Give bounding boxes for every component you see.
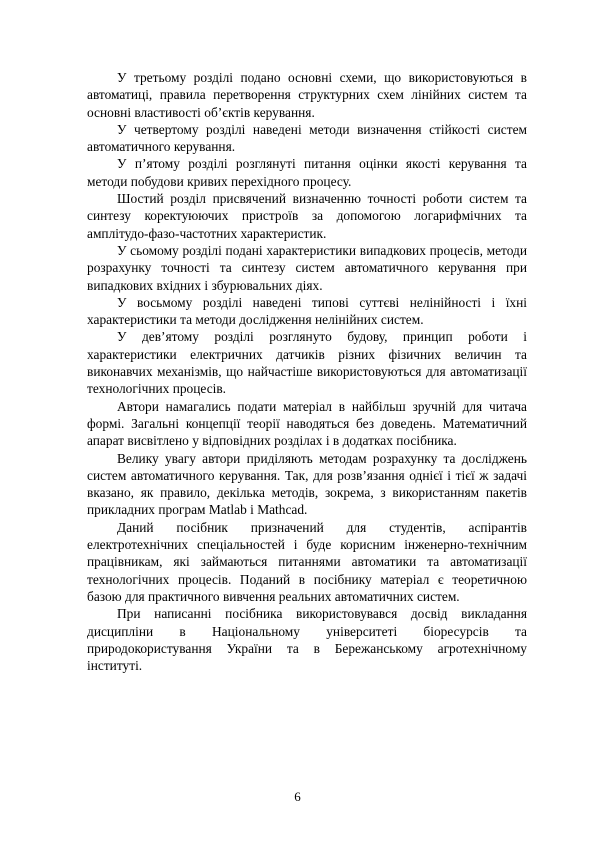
paragraph-methods: Велику увагу автори приділяють методам розрахунку та досліджень систем автоматичного керування. Так, для розв’язання однієї і тієї ж задачі вказано, як правило, декілька методів, зокрема, з використанням пакетів прикладних програм Matlab і Mathcad. — [87, 450, 527, 518]
paragraph-audience: Даний посібник призначений для студентів, аспірантів електротехнічних спеціальностей і буде корисним інженерно-технічним працівникам, які займаються питаннями автоматики та автоматизації технологічних процесів. Поданий в посібнику матеріал є теоретичною базою для практичного вивчення реальних автоматичних систем. — [87, 519, 527, 604]
paragraph-chapter-5: У п’ятому розділі розглянуті питання оцінки якості керування та методи побудови кривих перехідного процесу. — [87, 156, 527, 189]
paragraph-chapter-9: У дев’ятому розділі розглянуто будову, принцип роботи і характеристики електричних датчиків різних фізичних величин та виконавчих механізмів, що найчастіше використовуються для автоматизації технологічних процесів. — [87, 329, 527, 397]
paragraph-chapter-4: У четвертому розділі наведені методи визначення стійкості систем автоматичного керування. — [87, 121, 527, 155]
paragraph-chapter-8: У восьмому розділі наведені типові суттєві нелінійності і їхні характеристики та методи дослідження нелінійних систем. — [87, 294, 527, 328]
paragraph-experience: При написанні посібника використовувався досвід викладання дисципліни в Національному університеті біоресурсів та природокористування України та в Бережанському агротехнічному інституті. — [87, 606, 527, 674]
main-text — [87, 69, 527, 674]
page-number: 6 — [294, 789, 301, 804]
paragraph-chapter-6: Шостий розділ присвячений визначенню точності роботи систем та синтезу коректуюючих пристроїв за допомогою логарифмічних та амплітудо-фазо-частотних характеристик. — [87, 191, 527, 241]
paragraph-chapter-7: У сьомому розділі подані характеристики випадкових процесів, методи розрахунку точності та синтезу систем автоматичного керування при випадкових вхідних і збурювальних діях. — [87, 242, 527, 293]
paragraph-presentation: Автори намагались подати матеріал в найбільш зручній для читача формі. Загальні концепції теорії наводяться без доведень. Математичний апарат висвітлено у відповідних розділах і в додатках посібника. — [87, 398, 527, 449]
paragraph-chapter-3: У третьому розділі подано основні схеми, що використовуються в автоматиці, правила перетворення структурних схем лінійних систем та основні властивості об’єктів керування. — [87, 70, 527, 120]
